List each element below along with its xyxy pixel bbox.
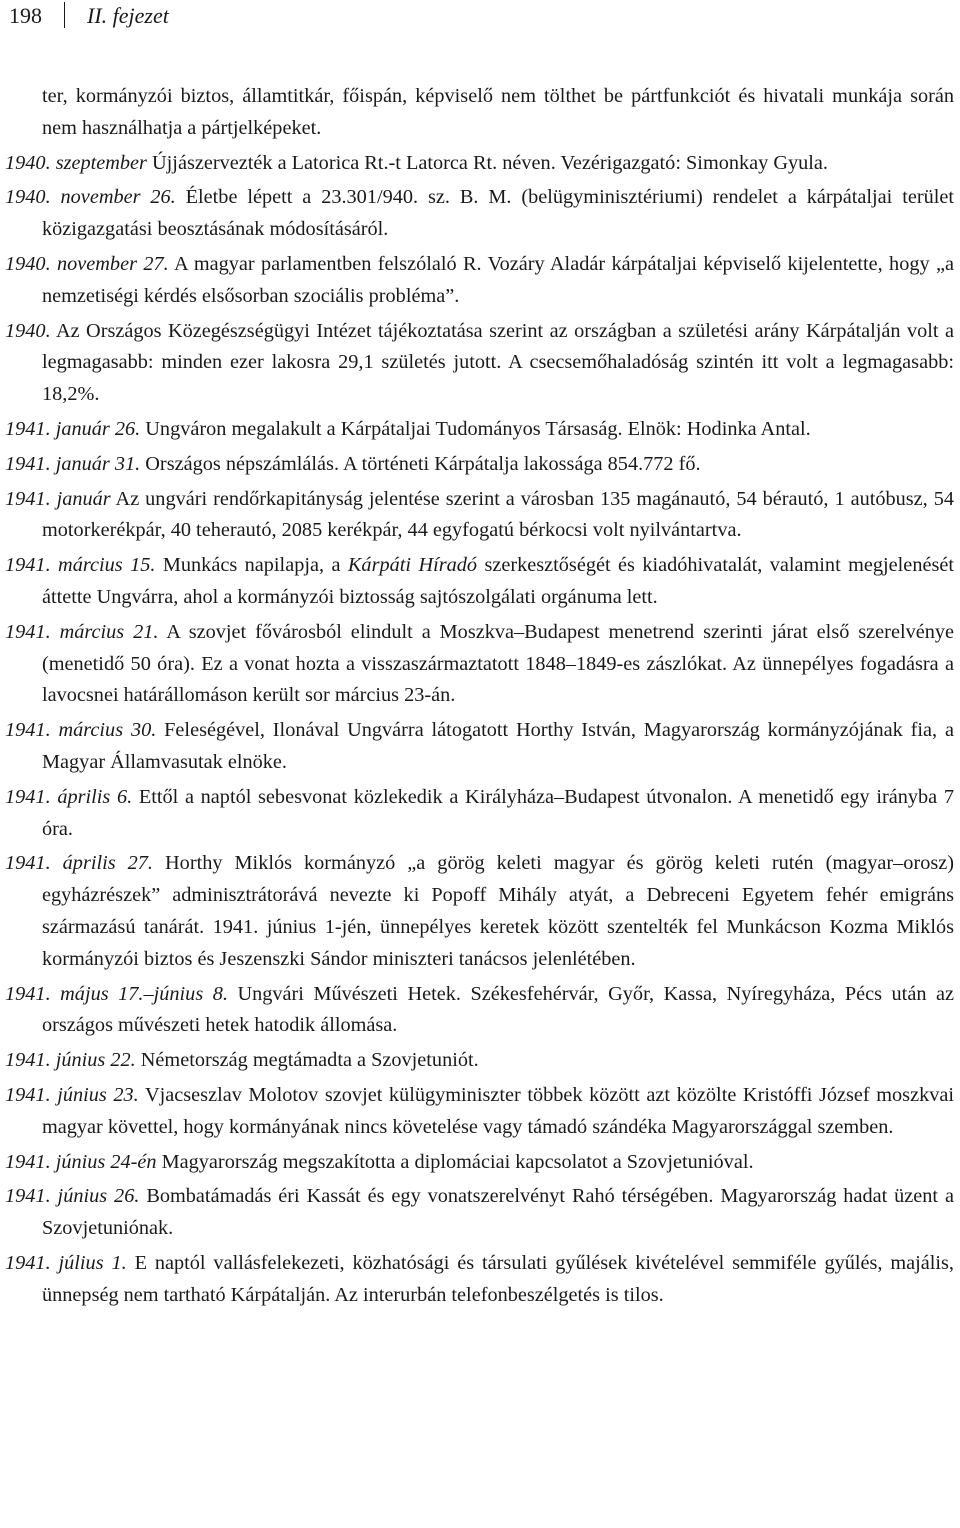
chronology-entry [5,715,954,779]
newspaper-title: Kárpáti Híradó [347,554,478,577]
chronology-entry [5,550,954,614]
chronology-entry-continued [42,81,954,145]
running-header [9,2,169,30]
chronology-entry [5,1080,954,1144]
chronology-entry [5,1147,954,1179]
entry-text: A magyar parlamentben felszólaló R. Vozáry Aladár kárpátaljai képviselő kijelentette, hogy „a nemzetiségi kérdés elsősorban szociális probléma”. [42,252,954,307]
entry-date: 1940. november 27. [5,252,169,275]
chronology-entry [5,449,954,481]
entry-date: 1940. november 26. [5,186,176,209]
chronology-entry [5,1248,954,1312]
entry-date: 1941. március 21. [5,620,159,643]
entry-text: Országos népszámlálás. A történeti Kárpátalja lakossága 854.772 fő. [140,452,701,475]
entry-text: Bombatámadás éri Kassát és egy vonatszerelvényt Rahó térségében. Magyarország hadat üzent a Szovjetuniónak. [42,1185,954,1240]
chronology-entry [5,414,954,446]
entry-date: 1941. március 30. [5,719,157,742]
entry-text: ter, kormányzói biztos, államtitkár, főispán, képviselő nem tölthet be pártfunkciót és hivatali munkája során nem használhatja a pártjelképeket. [42,85,954,139]
chronology-entry [5,617,955,712]
entry-date: 1941. május 17.–június 8. [5,982,228,1005]
entry-date: 1941. április 27. [5,852,154,875]
chronology-entry [5,316,954,411]
entry-date: 1940. [5,319,51,342]
chronology-entry [5,979,954,1043]
entry-text: Vjacseszlav Molotov szovjet külügyminiszter többek között azt közölte Kristóffi József moszkvai magyar követtel, hogy kormányának nincs követelése vagy támadó szándéka Magyarországgal szemben. [42,1083,954,1138]
entry-text: Németország megtámadta a Szovjetuniót. [135,1049,479,1072]
entry-text: Az Országos Közegészségügyi Intézet tájékoztatása szerint az országban a születési arány Kárpátalján volt a legmagasabb: minden ezer lakosra 29,1 születés jutott. A csecsemőhaladóság szintén itt volt a legmagasabb: 18,2%. [42,319,954,406]
chronology-entry [5,782,954,846]
chronology-entry [5,1045,954,1077]
entry-text: Horthy Miklós kormányzó „a görög keleti magyar és görög keleti rutén (magyar–orosz) egyházrészek” adminisztrátorává nevezte ki Popoff Mihály atyát, a Debreceni Egyetem fehér emigráns származású tanárát. 1941. június 1-jén, ünnepélyes keretek között szentelték fel Munkácson Kozma Miklós kormányzói biztos és Jeszenszki Sándor miniszteri tanácsos jelenlétében. [42,852,954,970]
entry-text: Az ungvári rendőrkapitányság jelentése szerint a városban 135 magánautó, 54 bérautó, 1 autóbusz, 54 motorkerékpár, 40 teherautó, 2085 kerékpár, 44 egyfogatú bérkocsi volt nyilvántartva. [42,487,954,542]
chronology-entry [5,484,954,548]
entry-date: 1941. június 23. [5,1083,139,1106]
entry-date: 1941. január [5,487,111,510]
entry-date: 1941. június 22. [5,1049,136,1072]
entry-text-after: szerkesztőségét és kiadóhivatalát, valamint megjelenését áttette Ungvárra, ahol a kormányzói biztosság sajtószolgálati orgánuma lett. [42,554,954,608]
entry-text: Ungváron megalakult a Kárpátaljai Tudományos Társaság. Elnök: Hodinka Antal. [140,417,811,440]
chronology-entry [5,1181,954,1245]
chapter-title: II. fejezet [87,3,169,28]
entry-text: Életbe lépett a 23.301/940. sz. B. M. (belügyminisztériumi) rendelet a kárpátaljai terület közigazgatási beosztásának módosításáról. [42,186,954,241]
entry-text: E naptól vallásfelekezeti, közhatósági és társulati gyűlések kivételével semmiféle gyűlés, majális, ünnepség nem tartható Kárpátalján. Az interurbán telefonbeszélgetés is tilos. [42,1251,954,1306]
entry-date: 1941. június 24-én [5,1150,157,1173]
entry-text: Ettől a naptól sebesvonat közlekedik a Királyháza–Budapest útvonalon. A menetidő egy irányba 7 óra. [42,785,954,840]
entry-text: Ungvári Művészeti Hetek. Székesfehérvár, Győr, Kassa, Nyíregyháza, Pécs után az országos művészeti hetek hatodik állomása. [42,982,954,1037]
page-number: 198 [9,3,42,28]
entry-text-before: Munkács napilapja, a [155,554,348,577]
entry-date: 1940. szeptember [5,151,147,174]
chronology-entry [5,249,954,313]
header-divider [64,2,65,28]
chronology-body [5,81,955,1311]
entry-text: Feleségével, Ilonával Ungvárra látogatott Horthy István, Magyarország kormányzójának fia, a Magyar Államvasutak elnöke. [42,719,954,773]
chronology-entry [5,148,954,180]
chronology-entry [5,182,954,246]
entry-date: 1941. január 26. [5,417,141,440]
entry-text: A szovjet fővárosból elindult a Moszkva–Budapest menetrend szerinti járat első szerelvénye (menetidő 50 óra). Ez a vonat hozta a visszaszármaztatott 1848–1849-es zászlókat. Az ünnepélyes fogadásra a lavocsnei határállomáson került sor március 23-án. [42,620,955,707]
entry-date: 1941. június 26. [5,1185,140,1208]
entry-date: 1941. április 6. [5,785,133,808]
entry-text: Magyarország megszakította a diplomáciai kapcsolatot a Szovjetunióval. [156,1150,754,1173]
entry-text: Újjászervezték a Latorica Rt.-t Latorca Rt. néven. Vezérigazgató: Simonkay Gyula. [146,151,828,174]
entry-date: 1941. július 1. [5,1251,127,1274]
chronology-entry [5,848,954,975]
entry-date: 1941. január 31. [5,452,141,475]
entry-date: 1941. március 15. [5,554,156,577]
